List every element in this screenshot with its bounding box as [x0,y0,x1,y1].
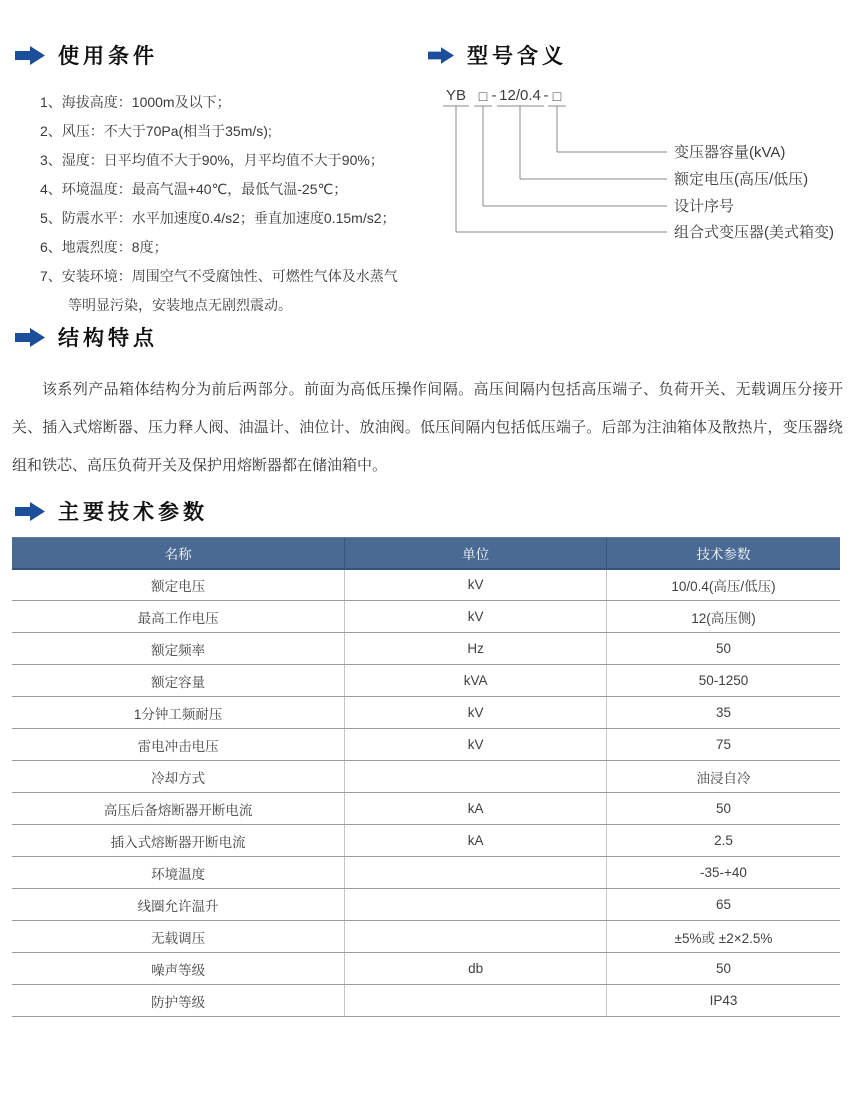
table-cell: 环境温度 [12,857,345,889]
model-designation-diagram [420,72,850,257]
table-row [12,601,840,633]
table-row [12,825,840,857]
table-row [12,921,840,953]
model-code-separator-2: - [543,87,549,104]
table-cell: kV [345,569,607,601]
model-label-capacity: 变压器容量(kVA) [674,144,786,161]
table-cell: -35-+40 [606,857,840,889]
table-cell: kV [345,697,607,729]
model-label-design-serial: 设计序号 [674,198,735,215]
table-cell: kV [345,729,607,761]
model-section-header [428,40,567,70]
table-cell [345,761,607,793]
table-cell: Hz [345,633,607,665]
right-arrow-icon [15,328,45,347]
table-cell: 50 [606,793,840,825]
table-row [12,697,840,729]
table-cell: 防护等级 [12,985,345,1017]
model-code-part-voltage: 12/0.4 [499,87,541,104]
table-row [12,569,840,601]
structure-section-header [15,322,158,352]
table-cell: 冷却方式 [12,761,345,793]
technical-parameters-table [12,537,840,1017]
list-item: 6、地震烈度：8度； [40,239,168,255]
table-row [12,985,840,1017]
table-cell: 65 [606,889,840,921]
table-cell [345,889,607,921]
column-header-unit: 单位 [345,538,607,569]
table-cell: kA [345,793,607,825]
table-cell: 10/0.4(高压/低压) [606,569,840,601]
table-cell: 35 [606,697,840,729]
table-cell: 雷电冲击电压 [12,729,345,761]
table-row [12,633,840,665]
params-section-header [15,496,208,526]
model-label-rated-voltage: 额定电压(高压/低压) [674,171,809,188]
column-header-name: 名称 [12,538,345,569]
table-cell: 50 [606,953,840,985]
table-header-row [12,538,840,569]
params-section-title: 主要技术参数 [58,501,208,524]
table-cell: 额定电压 [12,569,345,601]
list-item: 7、安装环境：周围空气不受腐蚀性、可燃性气体及水蒸气 [40,268,398,284]
table-cell: kA [345,825,607,857]
model-code-separator-1: - [491,87,497,104]
table-row [12,889,840,921]
table-cell: 油浸自冷 [606,761,840,793]
right-arrow-icon [428,47,454,64]
table-cell: db [345,953,607,985]
list-item: 2、风压：不大于70Pa(相当于35m/s); [40,123,272,139]
table-cell: 高压后备熔断器开断电流 [12,793,345,825]
column-header-value: 技术参数 [606,538,840,569]
table-cell: kVA [345,665,607,697]
table-cell: 12(高压侧) [606,601,840,633]
list-item-continuation: 等明显污染，安装地点无剧烈震动。 [68,297,292,313]
list-item: 1、海拔高度：1000m及以下； [40,94,231,110]
table-cell: ±5%或 ±2×2.5% [606,921,840,953]
model-section-title: 型号含义 [467,45,567,68]
list-item: 5、防震水平：水平加速度0.4/s2；垂直加速度0.15m/s2； [40,210,396,226]
table-cell [345,857,607,889]
table-row [12,857,840,889]
table-row [12,793,840,825]
table-cell: 无载调压 [12,921,345,953]
table-row [12,729,840,761]
table-row [12,665,840,697]
table-cell: 最高工作电压 [12,601,345,633]
structure-paragraph: 该系列产品箱体结构分为前后两部分。前面为高低压操作间隔。高压间隔内包括高压端子、负荷开关、无载调压分接开关、插入式熔断器、压力释人阀、油温计、油位计、放油阀。低压间隔内包括低压端子。后部为注油箱体及散热片，变压器绕组和铁芯、高压负荷开关及保护用熔断器都在储油箱中。 [12,381,843,474]
usage-conditions-list [40,88,430,320]
model-code-part-box1: □ [478,88,488,104]
usage-section-header [15,40,158,70]
model-code-part-yb: YB [445,87,467,104]
table-cell [345,921,607,953]
model-code-part-box2: □ [552,88,562,104]
table-cell: 噪声等级 [12,953,345,985]
table-cell: 额定频率 [12,633,345,665]
right-arrow-icon [15,46,45,65]
table-cell: 插入式熔断器开断电流 [12,825,345,857]
right-arrow-icon [15,502,45,521]
table-cell: 1分钟工频耐压 [12,697,345,729]
table-cell [345,985,607,1017]
model-label-combined-transformer: 组合式变压器(美式箱变) [674,224,834,241]
table-row [12,953,840,985]
list-item: 3、湿度：日平均值不大于90%，月平均值不大于90%； [40,152,384,168]
usage-section-title: 使用条件 [58,45,158,68]
table-cell: 2.5 [606,825,840,857]
table-cell: 50 [606,633,840,665]
table-cell: 75 [606,729,840,761]
table-cell: IP43 [606,985,840,1017]
table-row [12,761,840,793]
list-item: 4、环境温度：最高气温+40℃，最低气温-25℃； [40,181,348,197]
table-cell: 线圈允许温升 [12,889,345,921]
table-cell: 50-1250 [606,665,840,697]
structure-section-title: 结构特点 [58,327,158,350]
table-cell: 额定容量 [12,665,345,697]
table-cell: kV [345,601,607,633]
